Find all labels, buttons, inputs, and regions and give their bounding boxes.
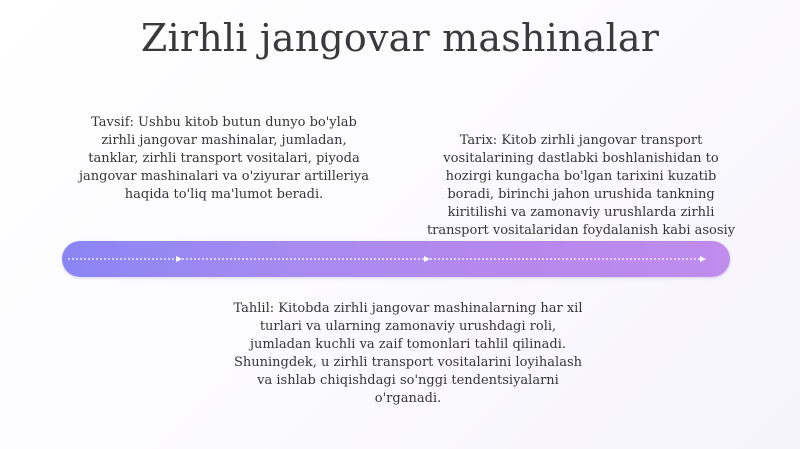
tavsif-text: Tavsif: Ushbu kitob butun dunyo bo'ylab zirhli jangovar mashinalar, jumladan, tanklar, zirhli transport vositalari, piyoda jangovar mashinalari va o'ziyurar artilleriya haqida to'liq ma'lumot beradi. <box>78 115 370 202</box>
page-title: Zirhli jangovar mashinalar <box>140 16 660 60</box>
timeline-arrows <box>62 241 730 277</box>
tahlil-text: Tahlil: Kitobda zirhli jangovar mashinalarning har xil turlari va ularning zamonaviy urushdagi roli, jumladan kuchli va zaif tomonlari tahlil qilinadi. Shuningdek, u zirhli transport vositalarini loyihalash va ishlab chiqishdagi so'nggi tendentsiyalarni o'rganadi. <box>233 301 583 406</box>
timeline-arrow-1 <box>176 256 182 262</box>
timeline-arrow-3 <box>700 256 706 262</box>
tarix-text: Tarix: Kitob zirhli jangovar transport vositalarining dastlabki boshlanishidan to hozirgi kungacha bo'lgan tarixini kuzatib boradi, birinchi jahon urushida tankning kiritilishi va zamonaviy urushlarda zirhli transport vositalaridan foydalanish kabi asosiy <box>426 133 736 238</box>
timeline-bar <box>62 241 730 277</box>
timeline-arrow-2 <box>424 256 430 262</box>
